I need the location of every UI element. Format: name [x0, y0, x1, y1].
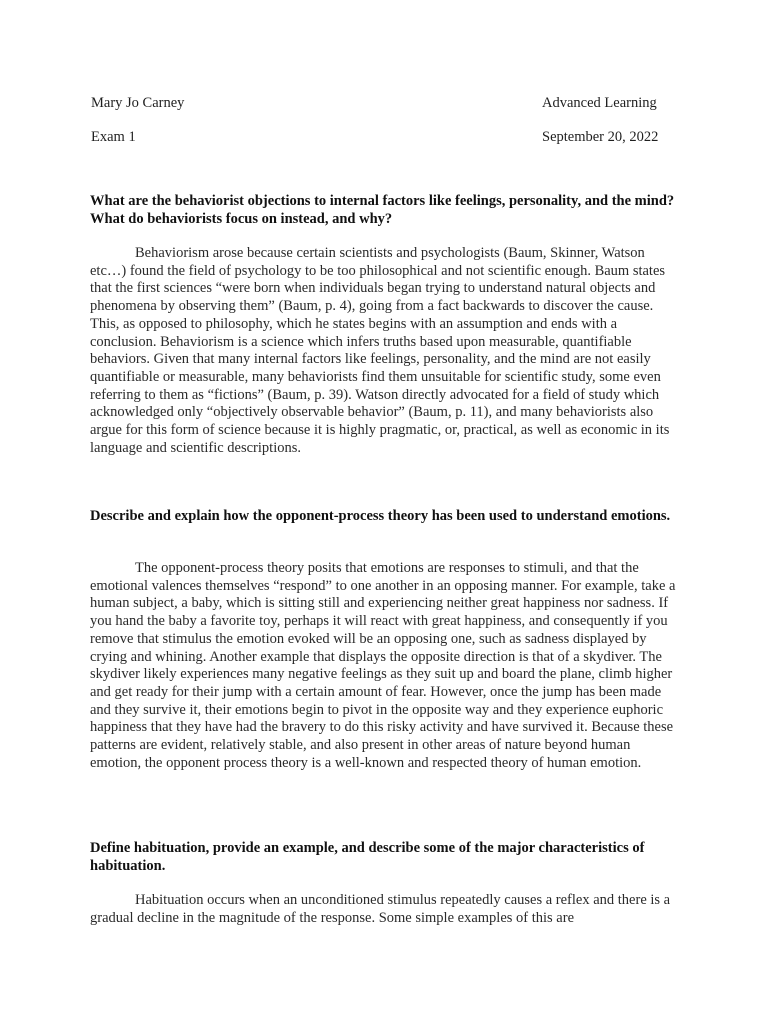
answer-3: Habituation occurs when an unconditioned stimulus repeatedly causes a reflex and there is a gradual decline in the magnitude of the response. Some simple examples of this are: [90, 892, 671, 926]
document-date: September 20, 2022: [542, 129, 659, 145]
header-row-1: [91, 94, 666, 112]
answer-1: Behaviorism arose because certain scientists and psychologists (Baum, Skinner, Watson etc…) found the field of psychology to be too philosophical and not scientific enough. Baum states that the first sciences “were born when individuals began trying to understand natural objects and phenomena by observing them” (Baum, p. 4), going from a fact backwards to discover the cause. This, as opposed to philosophy, which he states begins with an assumption and ends with a conclusion. Behaviorism is a science which infers truths based upon measurable, quantifiable behaviors. Given that many internal factors like feelings, personality, and the mind are not easily quantifiable or measurable, many behaviorists find them unsuitable for scientific study, some even referring to them as “fictions” (Baum, p. 39). Watson directly advocated for a field of study which acknowledged only “objectively observable behavior” (Baum, p. 11), and many behaviorists also argue for this form of science because it is highly pragmatic, or, practical, as well as economic in its language and scientific descriptions.: [90, 245, 670, 456]
author-name: Mary Jo Carney: [91, 95, 185, 111]
course-name: Advanced Learning: [542, 95, 657, 111]
answer-2: The opponent-process theory posits that emotions are responses to stimuli, and that the emotional valences themselves “respond” to one another in an opposing manner. For example, take a human subject, a baby, which is sitting still and experiencing neither great happiness nor sadness. If you hand the baby a favorite toy, perhaps it will react with great happiness, and consequently if you remove that stimulus the emotion evoked will be an opposing one, such as sadness displayed by crying and whining. Another example that displays the opposite direction is that of a skydiver. The skydiver likely experiences many negative feelings as they suit up and board the plane, climb higher and get ready for their jump with a certain amount of fear. However, once the jump has been made and they survive it, their emotions begin to pivot in the opposite way and they experience euphoric happiness that they have had the bravery to do this risky activity and have survived it. Because these patterns are evident, relatively stable, and also present in other areas of nature beyond human emotion, the opponent process theory is a well-known and respected theory of human emotion.: [90, 560, 676, 771]
assignment-title: Exam 1: [91, 129, 136, 145]
header-row-2: [91, 128, 666, 146]
question-3: Define habituation, provide an example, and describe some of the major characteristics of habituation.: [90, 840, 645, 874]
question-1: What are the behaviorist objections to internal factors like feelings, personality, and the mind? What do behaviorists focus on instead, and why?: [90, 193, 675, 227]
question-2: Describe and explain how the opponent-process theory has been used to understand emotions.: [90, 508, 671, 524]
